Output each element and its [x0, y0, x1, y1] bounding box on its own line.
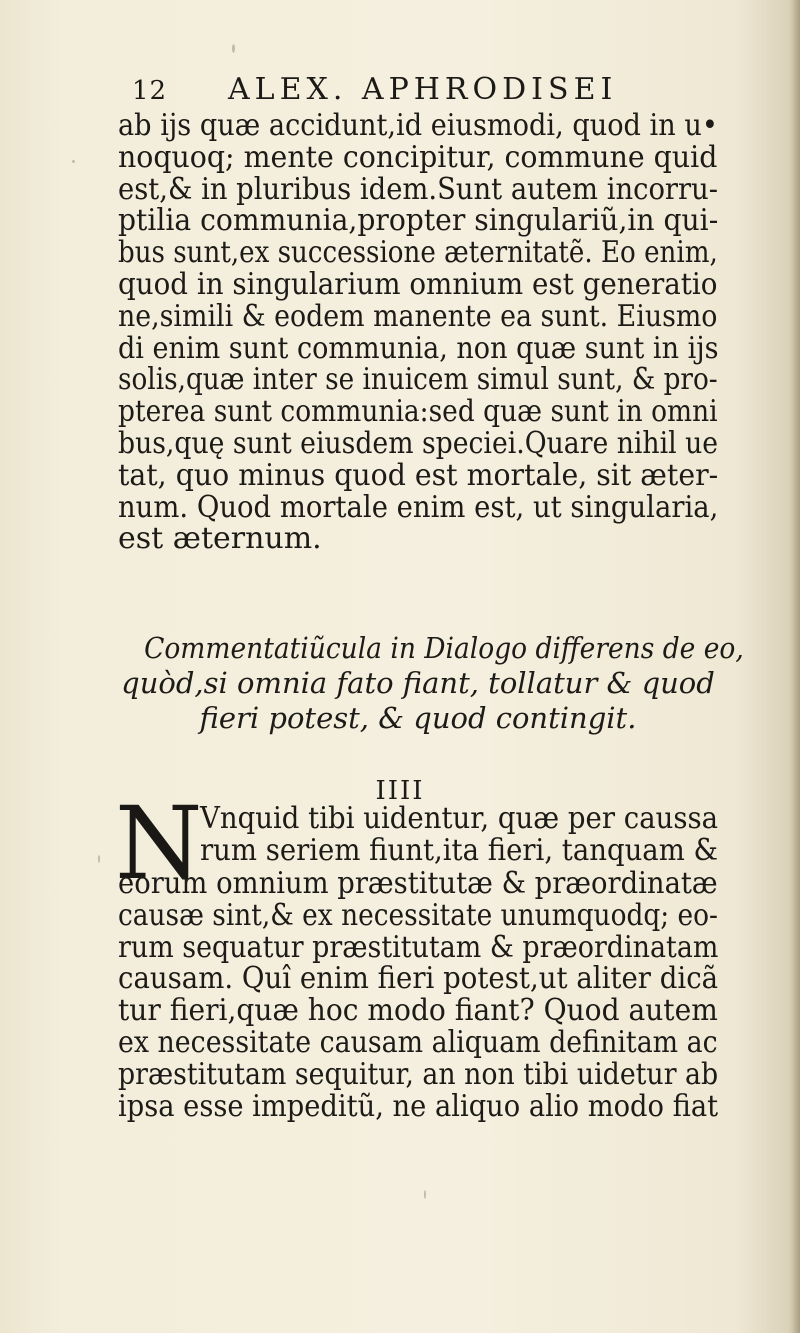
- text-line: causæ sint,& ex necessitate unumquodq; eo-: [118, 897, 718, 933]
- heading-line: fieri potest, & quod contingit.: [199, 701, 637, 735]
- running-head: ALEX. APHRODISEI: [228, 72, 618, 107]
- paper-speck: [424, 1190, 426, 1199]
- text-line: solis,quæ inter se inuicem simul sunt, & pro-: [118, 362, 718, 398]
- section-heading: [118, 631, 744, 736]
- text-line: eorum omnium præstitutæ & præordinatæ: [118, 866, 718, 901]
- body-text-bottom: [118, 868, 718, 1122]
- text-line: num. Quod mortale enim est, ut singularia,: [118, 489, 719, 525]
- body-text-indented: [200, 802, 718, 866]
- paper-speck: [232, 44, 235, 53]
- page-number: 12: [132, 76, 168, 106]
- text-line: rum seriem fiunt,ita fieri, tanquam &: [200, 832, 719, 868]
- text-line: ipsa esse impeditũ, ne aliquo alio modo fiat: [118, 1088, 719, 1124]
- text-line: ne,simili & eodem manente ea sunt. Eiusmo: [118, 298, 718, 334]
- text-line: tat, quo minus quod est mortale, sit æter-: [118, 457, 719, 493]
- section-number: IIII: [375, 776, 425, 806]
- text-line: quod in singularium omnium est generatio: [118, 266, 718, 302]
- paper-speck: [98, 855, 100, 863]
- text-line: rum sequatur præstitutam & præordinatam: [118, 929, 719, 965]
- text-line: noquoq; mente concipitur, commune quid: [118, 139, 718, 175]
- text-line: est æternum.: [118, 521, 322, 557]
- text-line: bus,quę sunt eiusdem speciei.Quare nihil ue: [118, 425, 719, 461]
- paper-speck: [72, 160, 75, 163]
- heading-line: quòd,si omnia fato fiant, tollatur & quod: [121, 666, 715, 700]
- text-line: tur fieri,quæ hoc modo fiant? Quod autem: [118, 993, 718, 1029]
- text-line: bus sunt,ex successione æternitatẽ. Eo enim,: [118, 235, 718, 271]
- text-line: præstitutam sequitur, an non tibi uidetur ab: [118, 1056, 719, 1092]
- text-line: Vnquid tibi uidentur, quæ per caussa: [200, 801, 719, 836]
- text-line: ptilia communia,propter singulariũ,in qui-: [118, 203, 719, 239]
- text-line: est,& in pluribus idem.Sunt autem incorru-: [118, 171, 719, 207]
- page-edge-shadow: [788, 0, 800, 1333]
- text-line: di enim sunt communia, non quæ sunt in ijs: [118, 330, 719, 366]
- body-text-top: [118, 110, 718, 555]
- text-line: causam. Quî enim fieri potest,ut aliter dicã: [118, 961, 719, 997]
- text-line: ab ijs quæ accidunt,id eiusmodi, quod in u•: [118, 108, 718, 143]
- drop-cap-initial: N: [115, 785, 203, 902]
- text-line: ex necessitate causam aliquam definitam ac: [118, 1024, 718, 1060]
- text-line: pterea sunt communia:sed quæ sunt in omni: [118, 394, 718, 430]
- heading-line: Commentatiũcula in Dialogo differens de eo,: [144, 631, 744, 665]
